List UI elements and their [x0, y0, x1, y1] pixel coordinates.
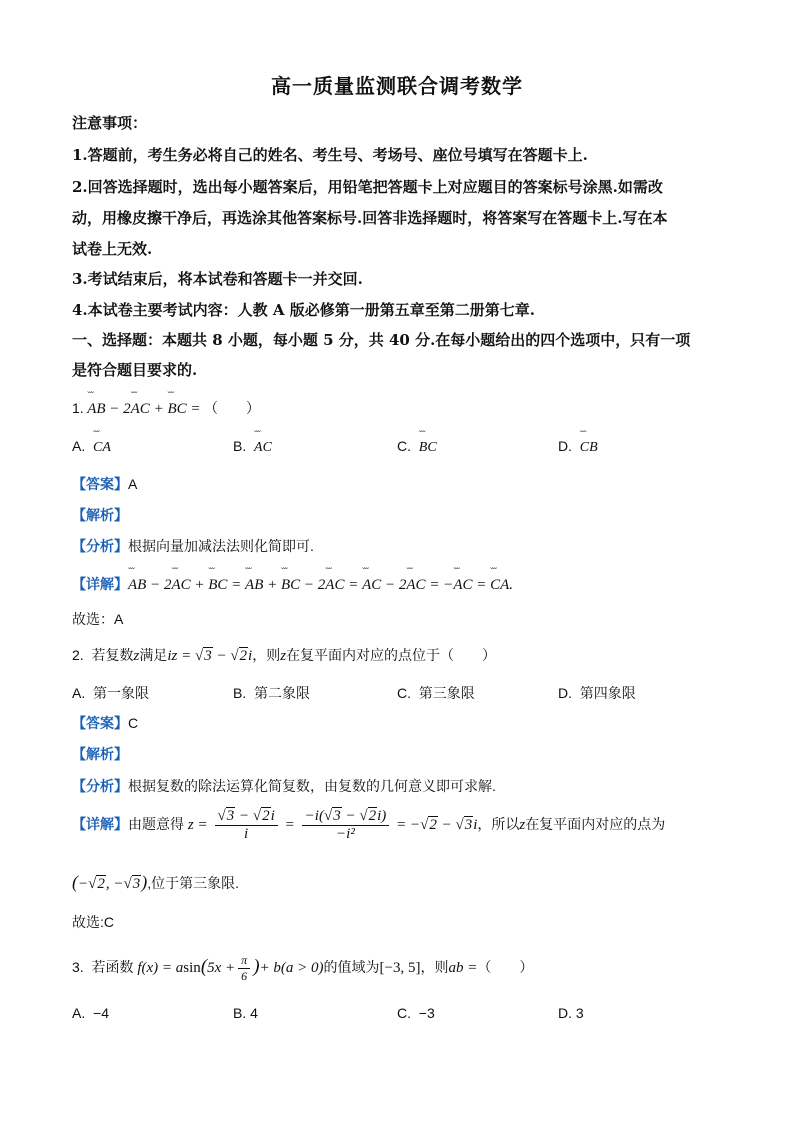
q2-detail: 【详解】由题意得 z = $\frac{√3 - √2i}{i}$ = $\frac{-i(√3 - √2i)}{\text{−i²}}$ = −√2 − √3i，所以z在复平面内对应的点为 [72, 808, 666, 842]
q3-option-a: A. −4 [72, 1005, 109, 1021]
q1-option-b: B. ˘˘˘ AC [233, 438, 272, 456]
q1-option-a: A. ˘˘˘ CA [72, 438, 111, 456]
notice-line: 动，用橡皮擦干净后，再选涂其他答案标号.回答非选择题时，将答案写在答题卡上.写在本 [72, 209, 668, 227]
q2-choose: 故选:C [72, 914, 114, 930]
question-1-stem [72, 398, 260, 418]
q2-option-a: A. 第一象限 [72, 685, 150, 701]
q1-choose: 故选：A [72, 611, 124, 627]
q2-option-b: B. 第二象限 [233, 685, 311, 701]
notice-line: 4.本试卷主要考试内容：人教 A 版必修第一册第五章至第二册第七章. [72, 301, 535, 319]
section-heading: 一、选择题：本题共 8 小题，每小题 5 分，共 40 分.在每小题给出的四个选项中，只有一项 [72, 331, 691, 349]
q2-option-c: C. 第三象限 [397, 685, 475, 701]
question-paren: （ ） [203, 400, 260, 416]
q1-answer: 【答案】A [72, 476, 138, 493]
q2-outline: 【分析】根据复数的除法运算化简复数，由复数的几何意义即可求解. [72, 778, 496, 795]
notice-line: 2.回答选择题时，选出每小题答案后，用铅笔把答题卡上对应题目的答案标号涂黑.如需改 [72, 178, 663, 196]
page-title: 高一质量监测联合调考数学 [271, 74, 523, 98]
q2-option-d: D. 第四象限 [558, 685, 636, 701]
q1-option-c: C. ˘˘˘ BC [397, 438, 437, 456]
q1-outline: 【分析】根据向量加减法法则化简即可. [72, 538, 314, 555]
q1-option-d: D. ˘˘˘ CB [558, 438, 598, 456]
question-3-stem: 3. 若函数 f(x) = asin(5x + $\frac{\pi}{6}$ )+ b(a > 0)的值域为[−3, 5]，则ab =（ ） [72, 953, 534, 983]
notice-heading: 注意事项： [72, 114, 148, 132]
q3-option-d: D. 3 [558, 1005, 584, 1021]
notice-line: 1.答题前，考生务必将自己的姓名、考生号、考场号、座位号填写在答题卡上. [72, 146, 588, 164]
q2-detail-point: (−√2, −√3),位于第三象限. [72, 872, 239, 892]
q1-expression: ˘˘˘ AB − 2˘˘˘ AC + ˘˘˘ BC = [87, 401, 200, 417]
q1-analysis: 【解析】 [72, 508, 128, 524]
q2-answer: 【答案】C [72, 715, 139, 732]
question-2-stem: 2. 若复数z满足iz = √3 − √2i，则z在复平面内对应的点位于（ ） [72, 647, 497, 664]
notice-line: 3.考试结束后，将本试卷和答题卡一并交回. [72, 270, 363, 288]
notice-line: 试卷上无效. [72, 240, 153, 258]
question-number: 1. [72, 400, 84, 416]
q2-analysis: 【解析】 [72, 747, 128, 763]
q3-option-b: B. 4 [233, 1005, 258, 1021]
q3-option-c: C. −3 [397, 1005, 435, 1021]
section-heading: 是符合题目要求的. [72, 361, 198, 379]
q1-detail: 【详解】˘˘˘ AB − 2˘˘˘ AC + ˘˘˘ BC = ˘˘˘ AB + ˘˘˘ BC − 2˘˘˘ AC = ˘˘˘ AC − 2˘˘˘ AC = −˘˘˘ AC = ˘˘˘ CA. [72, 574, 513, 594]
